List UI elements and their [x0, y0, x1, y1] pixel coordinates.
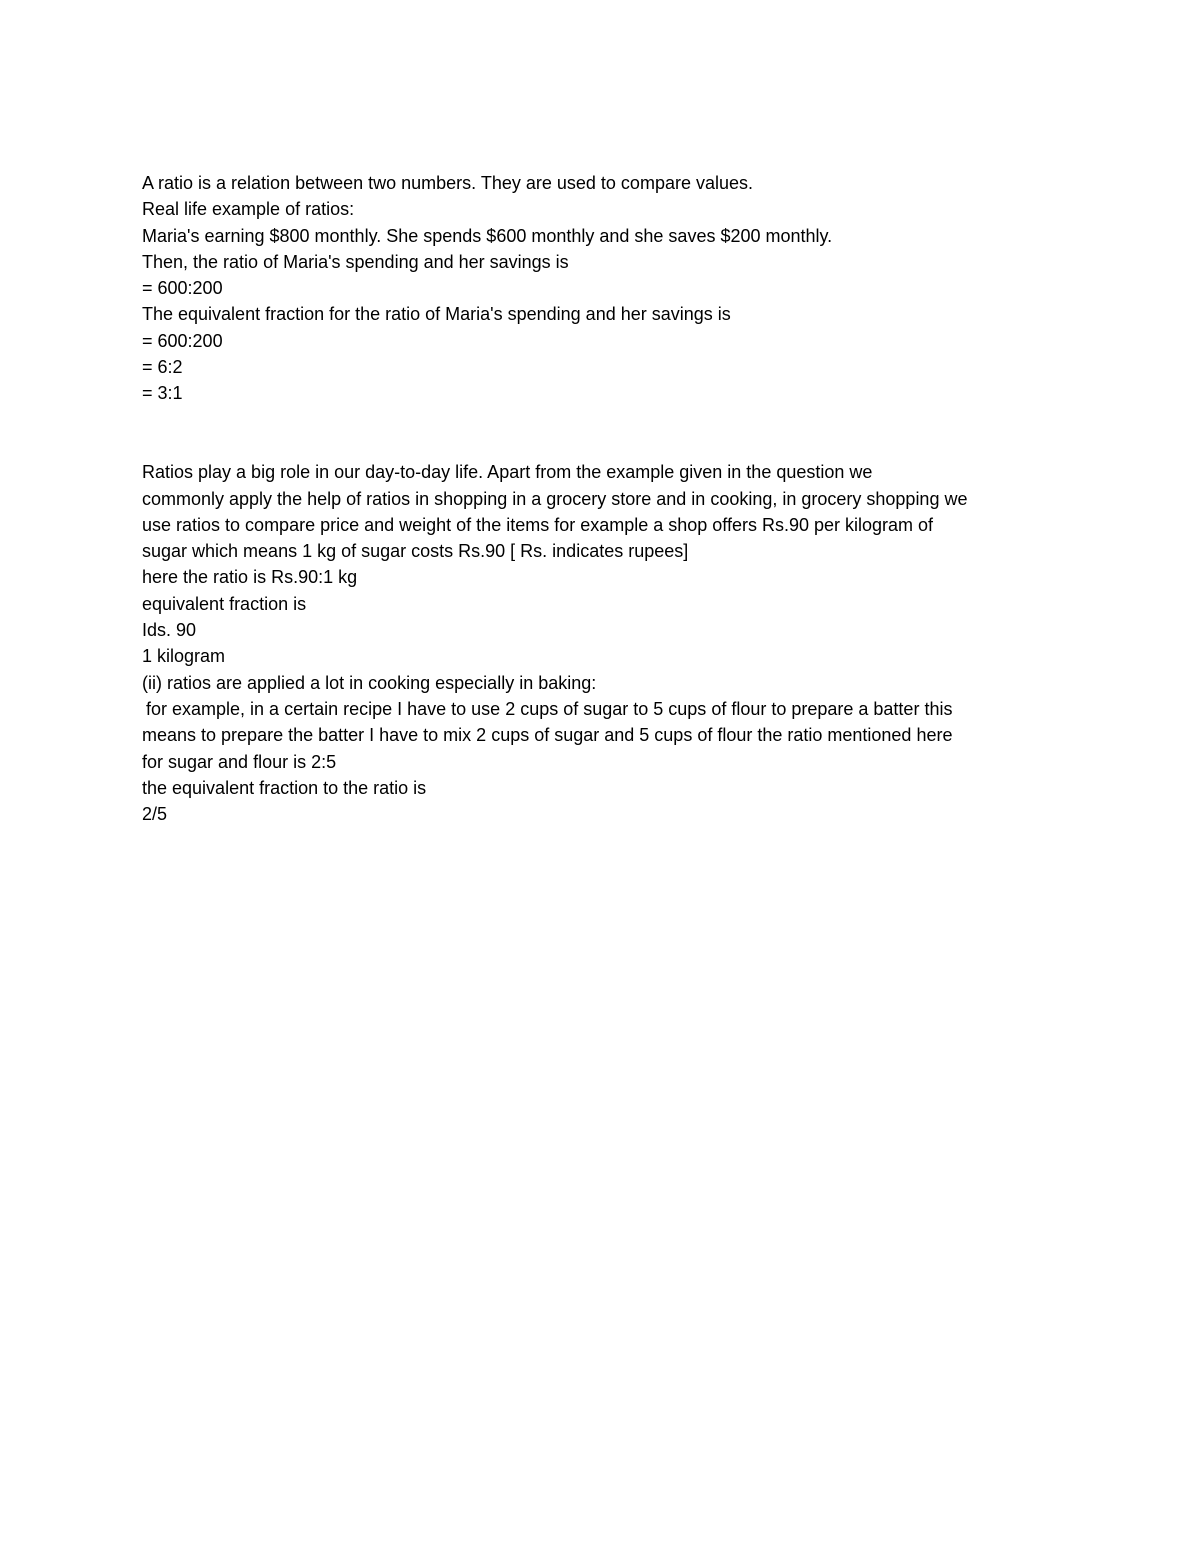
text-line: use ratios to compare price and weight of the items for example a shop offers Rs.90 per kilogram of	[142, 514, 934, 535]
ratio-examples-section	[142, 459, 1062, 827]
ratio-definition-section	[142, 170, 1062, 407]
text-line: the equivalent fraction to the ratio is	[142, 777, 427, 798]
text-line: here the ratio is Rs.90:1 kg	[142, 567, 358, 588]
text-line: Ratios play a big role in our day-to-day life. Apart from the example given in the question we	[142, 462, 873, 483]
text-line: The equivalent fraction for the ratio of Maria's spending and her savings is	[142, 304, 731, 325]
text-line: means to prepare the batter I have to mix 2 cups of sugar and 5 cups of flour the ratio mentioned here	[142, 725, 953, 746]
text-line: Then, the ratio of Maria's spending and her savings is	[142, 251, 569, 272]
text-line: (ii) ratios are applied a lot in cooking especially in baking:	[142, 672, 597, 693]
text-line: commonly apply the help of ratios in shopping in a grocery store and in cooking, in grocery shopping we	[142, 488, 968, 509]
text-line: for example, in a certain recipe I have to use 2 cups of sugar to 5 cups of flour to prepare a batter this	[146, 698, 953, 719]
text-line: for sugar and flour is 2:5	[142, 751, 337, 772]
text-line: sugar which means 1 kg of sugar costs Rs.90 [ Rs. indicates rupees]	[142, 541, 689, 562]
text-line: Maria's earning $800 monthly. She spends $600 monthly and she saves $200 monthly.	[142, 225, 833, 246]
text-line: = 3:1	[142, 383, 183, 404]
document-body	[142, 170, 1062, 827]
text-line: 2/5	[142, 804, 168, 825]
paragraph-spacer	[142, 407, 1062, 460]
text-line: equivalent fraction is	[142, 593, 307, 614]
text-line: = 6:2	[142, 357, 183, 378]
text-line: Ids. 90	[142, 620, 197, 641]
text-line: = 600:200	[142, 278, 223, 299]
text-line: A ratio is a relation between two numbers. They are used to compare values.	[142, 173, 753, 193]
text-line: Real life example of ratios:	[142, 199, 355, 220]
text-line: 1 kilogram	[142, 646, 226, 667]
text-line: = 600:200	[142, 330, 223, 351]
